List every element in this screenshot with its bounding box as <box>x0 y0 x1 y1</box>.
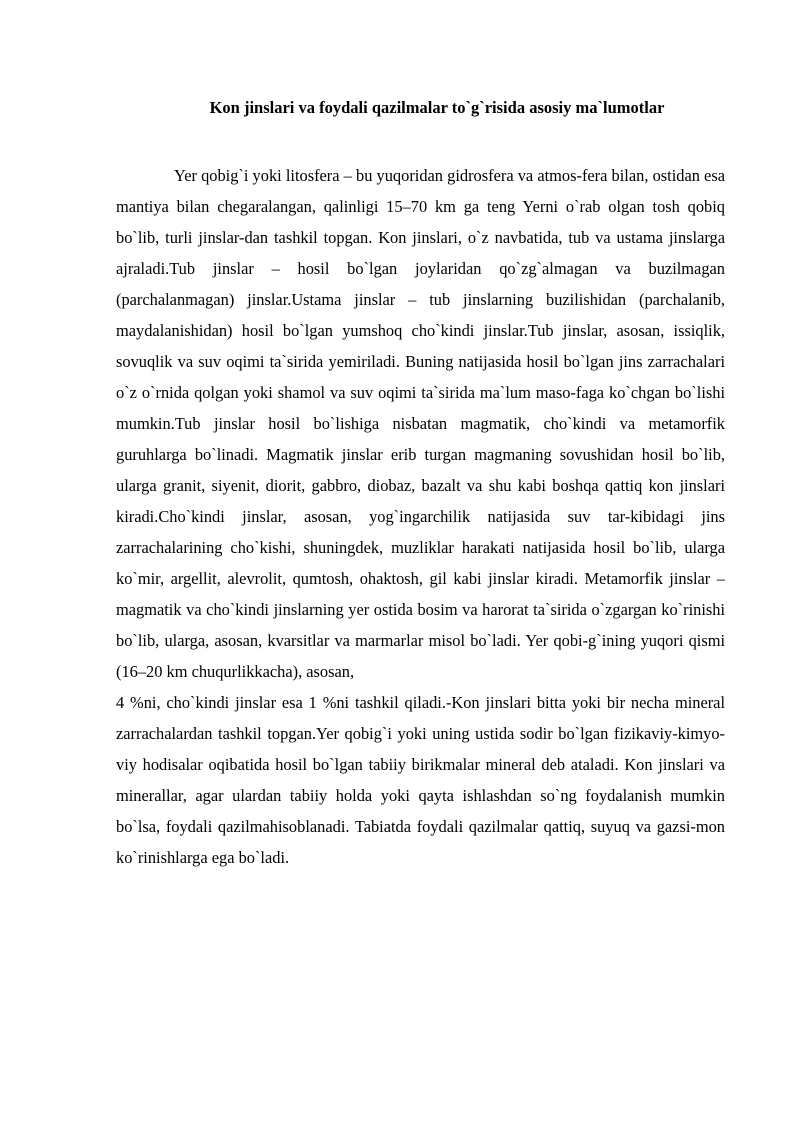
document-title: Kon jinslari va foydali qazilmalar to`g`risida asosiy ma`lumotlar <box>209 98 665 117</box>
paragraph-1: Yer qobig`i yoki litosfera – bu yuqoridan gidrosfera va atmos-fera bilan, ostidan esa mantiya bilan chegaralangan, qalinligi 15–70 km ga teng Yerni o`rab olgan tosh qobiq bo`lib, turli jinslar-dan tashkil topgan. Kon jinslari, o`z navbatida, tub va ustama jinslarga ajraladi.Tub jinslar – hosil bo`lgan joylaridan qo`zg`almagan va buzilmagan (parchalanmagan) jinslar.Ustama jinslar – tub jinslarning buzilishidan (parchalanib, maydalanishidan) hosil bo`lgan yumshoq cho`kindi jinslar.Tub jinslar, asosan, issiqlik, sovuqlik va suv oqimi ta`sirida yemiriladi. Buning natijasida hosil bo`lgan jins zarrachalari o`z o`rnida qolgan yoki shamol va suv oqimi ta`sirida ma`lum maso-faga ko`chgan bo`lishi mumkin.Tub jinslar hosil bo`lishiga nisbatan magmatik, cho`kindi va metamorfik guruhlarga bo`linadi. Magmatik jinslar erib turgan magmaning sovushidan hosil bo`lib, ularga granit, siyenit, diorit, gabbro, diobaz, bazalt va shu kabi boshqa qattiq kon jinslari kiradi.Cho`kindi jinslar, asosan, yog`ingarchilik natijasida suv tar-kibidagi jins zarrachalarining cho`kishi, shuningdek, muzliklar harakati natijasida hosil bo`lib, ularga ko`mir, argellit, alevrolit, qumtosh, ohaktosh, gil kabi jinslar kiradi. Metamorfik jinslar – magmatik va cho`kindi jinslarning yer ostida bosim va harorat ta`sirida o`zgargan ko`rinishi bo`lib, ularga, asosan, kvarsitlar va marmarlar misol bo`ladi. Yer qobi-g`ining yuqori qismi (16–20 km chuqurlikkacha), asosan, <box>116 166 725 681</box>
document-body <box>116 160 725 873</box>
paragraph-2: 4 %ni, cho`kindi jinslar esa 1 %ni tashkil qiladi.-Kon jinslari bitta yoki bir necha mineral zarrachalardan tashkil topgan.Yer qobig`i yoki uning ustida sodir bo`lgan fizikaviy-kimyo-viy hodisalar oqibatida hosil bo`lgan tabiiy birikmalar mineral deb ataladi. Kon jinslari va minerallar, agar ulardan tabiiy holda yoki qayta ishlashdan so`ng foydalanish mumkin bo`lsa, foydali qazilmahisoblanadi. Tabiatda foydali qazilmalar qattiq, suyuq va gazsi-mon ko`rinishlarga ega bo`ladi. <box>116 693 725 867</box>
